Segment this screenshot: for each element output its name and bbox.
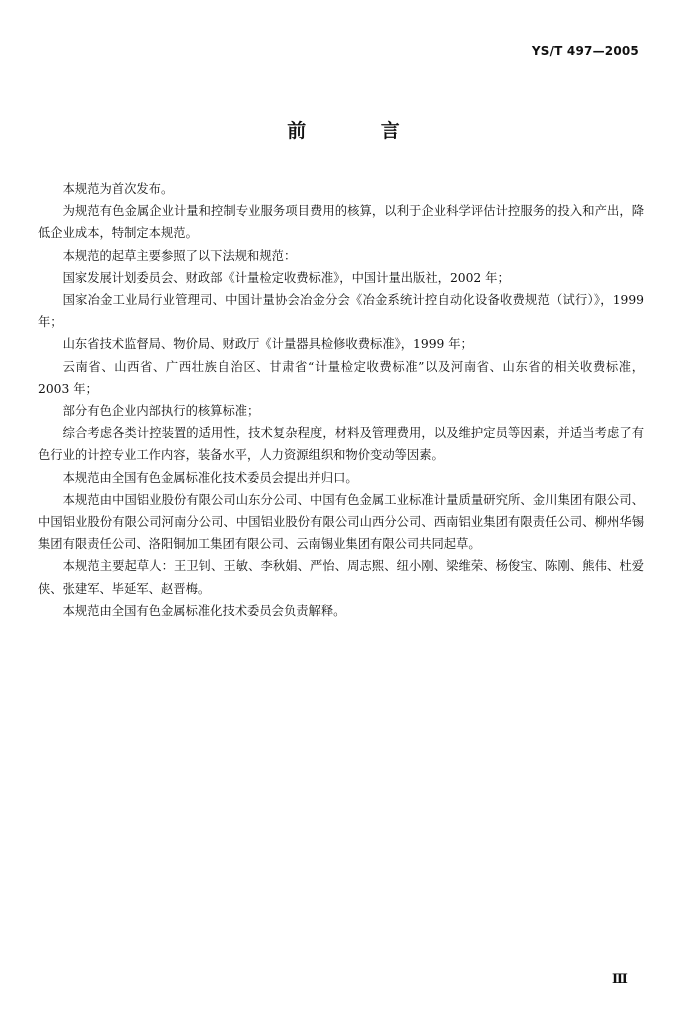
paragraph-reference-item: 国家发展计划委员会、财政部《计量检定收费标准》，中国计量出版社，2002 年； — [62, 270, 510, 285]
paragraph-considerations: 综合考虑各类计控装置的适用性，技术复杂程度，材料及管理费用，以及维护定员等因素，并适当考虑了有色行业的计控专业工作内容，装备水平，人力资源组织和物价变动等因素。 — [38, 426, 644, 463]
paragraph-drafting-units: 本规范由中国铝业股份有限公司山东分公司、中国有色金属工业标准计量质量研究所、金川集团有限公司、中国铝业股份有限公司河南分公司、中国铝业股份有限公司山西分公司、西南铝业集团有限责任公司、柳州华锡集团有限责任公司、洛阳铜加工集团有限公司、云南锡业集团有限公司共同起草。 — [38, 492, 644, 552]
paragraph-reference-item: 山东省技术监督局、物价局、财政厅《计量器具检修收费标准》，1999 年； — [62, 337, 473, 352]
paragraph-drafters: 本规范主要起草人：王卫钊、王敏、李秋娟、严怡、周志煕、纽小刚、梁维荣、杨俊宝、陈刚、熊伟、杜爱侠、张建军、毕延军、赵晋梅。 — [38, 559, 644, 596]
paragraph-proposed-by: 本规范由全国有色金属标准化技术委员会提出并归口。 — [62, 470, 358, 485]
paragraph-first-release: 本规范为首次发布。 — [62, 182, 174, 196]
page-number: Ⅲ — [612, 972, 628, 987]
paragraph-reference-item: 国家冶金工业局行业管理司、中国计量协会冶金分会《冶金系统计控自动化设备收费规范（试行）》，1999 年； — [38, 293, 644, 330]
foreword-body — [38, 178, 644, 622]
paragraph-purpose: 为规范有色金属企业计量和控制专业服务项目费用的核算，以利于企业科学评估计控服务的投入和产出，降低企业成本，特制定本规范。 — [38, 204, 644, 241]
paragraph-reference-item: 部分有色企业内部执行的核算标准； — [62, 404, 260, 419]
paragraph-reference-item: 云南省、山西省、广西壮族自治区、甘肃省“计量检定收费标准”以及河南省、山东省的相关收费标准，2003 年； — [38, 359, 644, 396]
paragraph-interpretation: 本规范由全国有色金属标准化技术委员会负责解释。 — [62, 603, 346, 618]
page-title: 前 言 — [287, 120, 434, 142]
standard-code: YS/T 497—2005 — [531, 44, 639, 58]
paragraph-references-intro: 本规范的起草主要参照了以下法规和规范： — [62, 248, 297, 263]
